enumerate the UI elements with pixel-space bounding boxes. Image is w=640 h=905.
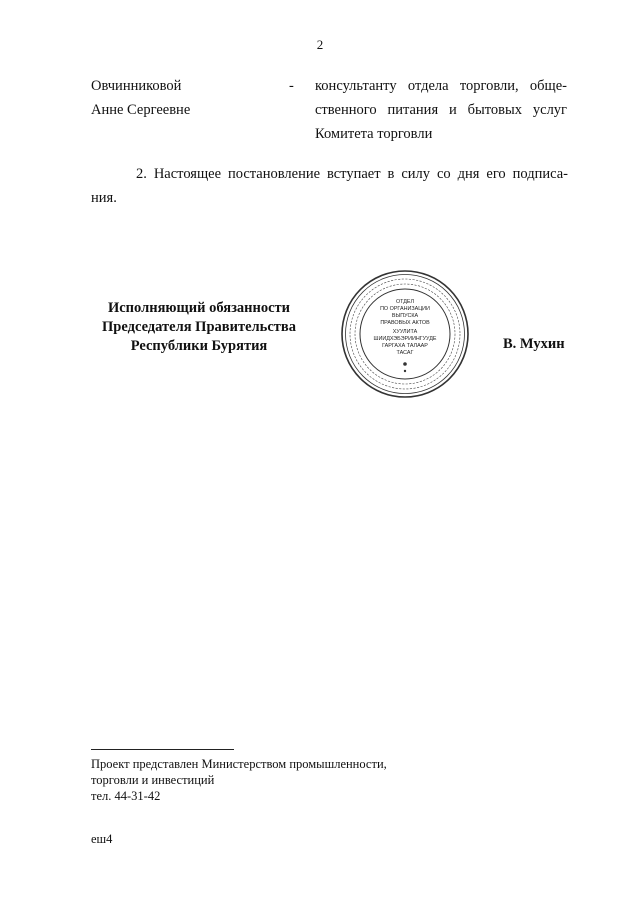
document-code: eш4 — [91, 832, 113, 846]
seal-inner-text — [374, 299, 437, 356]
footnote-line-2: торговли и инвестиций — [91, 773, 215, 787]
seal-line: ГАРГАХА ТАЛААР — [382, 343, 428, 349]
official-seal — [339, 268, 471, 400]
paragraph-2-line-2: ния. — [91, 190, 117, 206]
signer-title — [86, 299, 312, 356]
assignment-dash: - — [289, 78, 294, 94]
footnote-separator — [91, 749, 234, 750]
footnote-line-1: Проект представлен Министерством промышленности, — [91, 757, 387, 771]
position-line-2: ственного питания и бытовых услуг — [315, 102, 567, 118]
page-number: 2 — [316, 37, 324, 52]
signer-title-line-3: Республики Бурятия — [130, 338, 268, 354]
seal-line: ПРАВОВЫХ АКТОВ — [380, 320, 430, 326]
paragraph-2-line-1: 2. Настоящее постановление вступает в силу со дня его подписа- — [136, 166, 568, 182]
position-line-3: Комитета торговли — [315, 126, 433, 142]
seal-line: ОТДЕЛ — [395, 299, 415, 305]
signer-title-line-2: Председателя Правительства — [102, 319, 296, 335]
employee-surname: Овчинниковой — [91, 78, 182, 94]
seal-line: ПО ОРГАНИЗАЦИИ — [380, 306, 430, 312]
position-line-1: консультанту отдела торговли, обще- — [315, 78, 567, 94]
seal-line: ТАСАГ — [396, 350, 414, 356]
seal-line: ШИИДХЭБЭРИИНГУУДЕ — [373, 336, 437, 342]
seal-line: ВЫПУСКА — [391, 313, 419, 319]
employee-given-names: Анне Сергеевне — [91, 102, 191, 118]
signer-name: В. Мухин — [503, 336, 565, 352]
seal-line: ХУУЛИТА — [392, 329, 418, 335]
signer-title-line-1: Исполняющий обязанности — [107, 300, 291, 316]
footnote-phone: тел. 44-31-42 — [91, 789, 161, 803]
